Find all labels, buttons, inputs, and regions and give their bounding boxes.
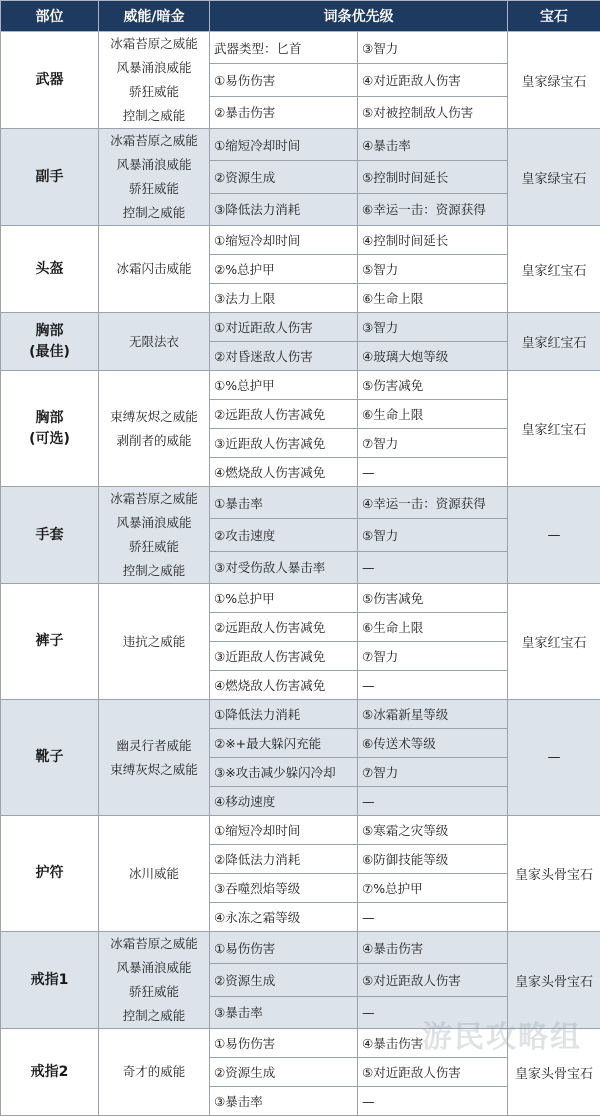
power-name: 风暴涌浪威能 [99, 56, 209, 80]
affix-right: ④玻璃大炮等级 [358, 342, 508, 371]
power-name: 奇才的威能 [99, 1060, 209, 1084]
affix-right: ⑤智力 [358, 519, 508, 551]
power-name: 冰霜苔原之威能 [99, 932, 209, 956]
affix-left: ①对近距敌人伤害 [210, 313, 358, 342]
affix-left: ②攻击速度 [210, 519, 358, 551]
header-slot: 部位 [1, 1, 99, 32]
slot-cell [1, 487, 99, 584]
power-name: 幽灵行者威能 [99, 734, 209, 758]
gem-cell: — [508, 700, 600, 816]
affix-left: ②远距敌人伤害减免 [210, 613, 358, 642]
slot-label: 手套 [1, 525, 98, 546]
power-name: 冰霜闪击威能 [99, 257, 209, 281]
slot-label: (可选) [1, 429, 98, 450]
slot-cell [1, 226, 99, 313]
table-row [1, 1029, 600, 1058]
header-gem: 宝石 [508, 1, 600, 32]
affix-left: ②※+最大躲闪充能 [210, 729, 358, 758]
slot-label: 副手 [1, 167, 98, 188]
affix-left: ②资源生成 [210, 964, 358, 996]
table-row [1, 816, 600, 845]
slot-cell [1, 1029, 99, 1116]
slot-cell [1, 32, 99, 129]
power-name: 骄狂威能 [99, 980, 209, 1004]
gem-cell: 皇家头骨宝石 [508, 932, 600, 1029]
affix-right: ⑦智力 [358, 642, 508, 671]
affix-right: ⑥防御技能等级 [358, 845, 508, 874]
slot-cell [1, 584, 99, 700]
gem-cell: 皇家绿宝石 [508, 32, 600, 129]
affix-left: ③暴击率 [210, 996, 358, 1028]
slot-label: 胸部 [1, 408, 98, 429]
affix-right: ⑤控制时间延长 [358, 161, 508, 193]
power-cell [99, 32, 210, 129]
slot-label: 胸部 [1, 321, 98, 342]
affix-left: ②暴击伤害 [210, 96, 358, 128]
affix-right: ④控制时间延长 [358, 226, 508, 255]
slot-label: 武器 [1, 70, 98, 91]
header-affix-priority: 词条优先级 [210, 1, 508, 32]
power-name: 骄狂威能 [99, 80, 209, 104]
affix-left: ④永冻之霜等级 [210, 903, 358, 932]
gem-cell: 皇家红宝石 [508, 371, 600, 487]
table-row [1, 129, 600, 161]
affix-left: 武器类型：匕首 [210, 32, 358, 64]
table-row [1, 226, 600, 255]
power-cell [99, 816, 210, 932]
affix-right: — [358, 787, 508, 816]
affix-right: — [358, 903, 508, 932]
power-cell [99, 226, 210, 313]
affix-left: ④燃烧敌人伤害减免 [210, 458, 358, 487]
table-row [1, 584, 600, 613]
power-name: 冰川威能 [99, 862, 209, 886]
power-cell [99, 313, 210, 371]
affix-left: ④移动速度 [210, 787, 358, 816]
table-row [1, 487, 600, 519]
header-row [1, 1, 600, 32]
affix-right: ⑦智力 [358, 429, 508, 458]
affix-left: ③※攻击减少躲闪冷却 [210, 758, 358, 787]
power-cell [99, 1029, 210, 1116]
affix-right: — [358, 1087, 508, 1116]
power-name: 冰霜苔原之威能 [99, 129, 209, 153]
affix-right: ⑤对近距敌人伤害 [358, 964, 508, 996]
power-cell [99, 371, 210, 487]
affix-left: ②远距敌人伤害减免 [210, 400, 358, 429]
affix-left: ③对受伤敌人暴击率 [210, 551, 358, 583]
affix-right: ⑦%总护甲 [358, 874, 508, 903]
power-name: 控制之威能 [99, 104, 209, 128]
gem-cell: 皇家绿宝石 [508, 129, 600, 226]
power-cell [99, 129, 210, 226]
table-row [1, 371, 600, 400]
affix-right: ⑤伤害减免 [358, 584, 508, 613]
affix-right: ⑥幸运一击：资源获得 [358, 193, 508, 225]
affix-left: ③法力上限 [210, 284, 358, 313]
power-name: 风暴涌浪威能 [99, 153, 209, 177]
affix-right: ⑤对被控制敌人伤害 [358, 96, 508, 128]
affix-right: ⑤冰霜新星等级 [358, 700, 508, 729]
affix-left: ②%总护甲 [210, 255, 358, 284]
power-name: 剥削者的威能 [99, 429, 209, 453]
affix-right: ④暴击率 [358, 129, 508, 161]
header-power: 威能/暗金 [99, 1, 210, 32]
table-row [1, 932, 600, 964]
affix-right: — [358, 996, 508, 1028]
affix-left: ①缩短冷却时间 [210, 129, 358, 161]
slot-cell [1, 816, 99, 932]
affix-right: — [358, 458, 508, 487]
affix-left: ③降低法力消耗 [210, 193, 358, 225]
affix-left: ①暴击率 [210, 487, 358, 519]
gem-cell: 皇家头骨宝石 [508, 1029, 600, 1116]
affix-right: ④幸运一击：资源获得 [358, 487, 508, 519]
power-name: 控制之威能 [99, 559, 209, 583]
affix-left: ①缩短冷却时间 [210, 816, 358, 845]
power-cell [99, 487, 210, 584]
power-name: 束缚灰烬之威能 [99, 758, 209, 782]
affix-right: ⑤智力 [358, 255, 508, 284]
power-name: 风暴涌浪威能 [99, 511, 209, 535]
affix-right: ④暴击伤害 [358, 932, 508, 964]
affix-right: ⑤对近距敌人伤害 [358, 1058, 508, 1087]
slot-label: 头盔 [1, 259, 98, 280]
table-row [1, 313, 600, 342]
gem-cell: 皇家红宝石 [508, 584, 600, 700]
slot-cell [1, 313, 99, 371]
power-name: 冰霜苔原之威能 [99, 32, 209, 56]
slot-label: (最佳) [1, 342, 98, 363]
affix-left: ①易伤伤害 [210, 932, 358, 964]
affix-left: ②资源生成 [210, 1058, 358, 1087]
affix-left: ②对昏迷敌人伤害 [210, 342, 358, 371]
affix-left: ④燃烧敌人伤害减免 [210, 671, 358, 700]
affix-right: ⑥生命上限 [358, 284, 508, 313]
power-cell [99, 932, 210, 1029]
affix-left: ③暴击率 [210, 1087, 358, 1116]
affix-right: ③智力 [358, 32, 508, 64]
slot-cell [1, 932, 99, 1029]
affix-left: ③近距敌人伤害减免 [210, 642, 358, 671]
table-row [1, 32, 600, 64]
power-cell [99, 700, 210, 816]
slot-label: 戒指1 [1, 970, 98, 991]
gem-cell: — [508, 487, 600, 584]
watermark: 游民攻略组 [422, 1012, 582, 1056]
slot-cell [1, 700, 99, 816]
affix-right: — [358, 671, 508, 700]
affix-left: ①降低法力消耗 [210, 700, 358, 729]
gem-cell: 皇家红宝石 [508, 313, 600, 371]
power-cell [99, 584, 210, 700]
affix-right: ⑥传送术等级 [358, 729, 508, 758]
power-name: 骄狂威能 [99, 177, 209, 201]
affix-left: ②资源生成 [210, 161, 358, 193]
affix-right: ④暴击伤害 [358, 1029, 508, 1058]
affix-right: ⑤寒霜之灾等级 [358, 816, 508, 845]
slot-label: 裤子 [1, 631, 98, 652]
power-name: 违抗之威能 [99, 630, 209, 654]
affix-right: ⑦智力 [358, 758, 508, 787]
slot-cell [1, 129, 99, 226]
affix-left: ①易伤伤害 [210, 64, 358, 96]
affix-right: ④对近距敌人伤害 [358, 64, 508, 96]
affix-left: ③近距敌人伤害减免 [210, 429, 358, 458]
gem-cell: 皇家头骨宝石 [508, 816, 600, 932]
table-row [1, 700, 600, 729]
power-name: 风暴涌浪威能 [99, 956, 209, 980]
affix-left: ①缩短冷却时间 [210, 226, 358, 255]
power-name: 束缚灰烬之威能 [99, 405, 209, 429]
power-name: 冰霜苔原之威能 [99, 487, 209, 511]
slot-cell [1, 371, 99, 487]
affix-right: ③智力 [358, 313, 508, 342]
affix-right: ⑤伤害减免 [358, 371, 508, 400]
affix-right: ⑥生命上限 [358, 400, 508, 429]
power-name: 控制之威能 [99, 1004, 209, 1028]
affix-left: ①易伤伤害 [210, 1029, 358, 1058]
affix-left: ①%总护甲 [210, 371, 358, 400]
slot-label: 靴子 [1, 747, 98, 768]
affix-right: — [358, 551, 508, 583]
power-name: 无限法衣 [99, 330, 209, 354]
affix-right: ⑥生命上限 [358, 613, 508, 642]
power-name: 骄狂威能 [99, 535, 209, 559]
gem-cell: 皇家红宝石 [508, 226, 600, 313]
slot-label: 戒指2 [1, 1062, 98, 1083]
affix-left: ②降低法力消耗 [210, 845, 358, 874]
affix-left: ①%总护甲 [210, 584, 358, 613]
table-body [1, 32, 600, 1116]
affix-left: ③吞噬烈焰等级 [210, 874, 358, 903]
power-name: 控制之威能 [99, 201, 209, 225]
slot-label: 护符 [1, 863, 98, 884]
